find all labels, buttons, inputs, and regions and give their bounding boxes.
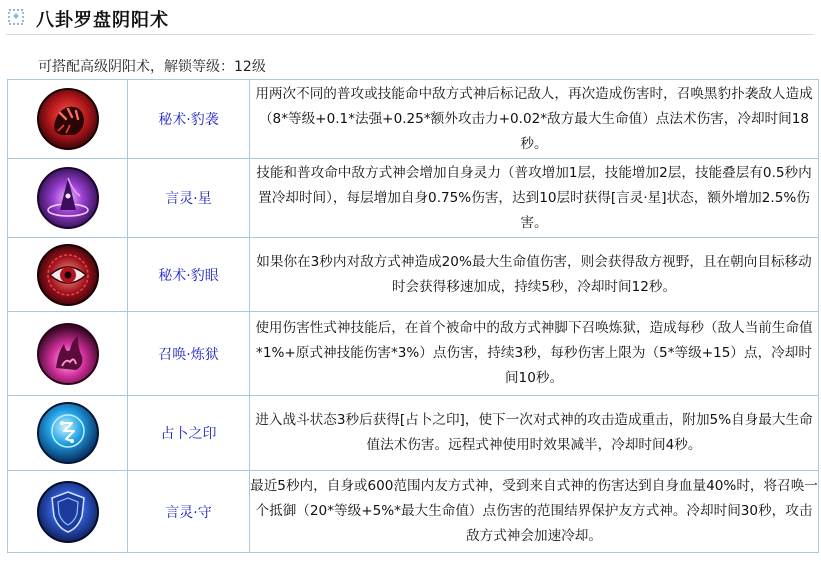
red-eye-icon: [36, 243, 100, 307]
skill-name: 秘术·豹袭: [128, 80, 250, 159]
table-row: [8, 312, 819, 396]
table-row: [8, 159, 819, 238]
skill-icon-cell: [8, 396, 128, 471]
page-header: [6, 4, 814, 35]
skill-name: 召唤·炼狱: [128, 312, 250, 396]
skill-description: 使用伤害性式神技能后，在首个被命中的敌方式神脚下召唤炼狱，造成每秒（敌人当前生命值*1%+原式神技能伤害*3%）点伤害，持续3秒，每秒伤害上限为（5*等级+15）点，冷却时间10秒。: [250, 312, 819, 396]
blue-shield-icon: [36, 480, 100, 544]
table-row: [8, 238, 819, 312]
skill-description: 如果你在3秒内对敌方式神造成20%最大生命值伤害，则会获得敌方视野，且在朝向目标移动时会获得移速加成，持续5秒，冷却时间12秒。: [250, 238, 819, 312]
blue-orb-icon: [36, 401, 100, 465]
skill-name: 秘术·豹眼: [128, 238, 250, 312]
purple-wizard-star-icon: [36, 166, 100, 230]
skill-icon-cell: [8, 312, 128, 396]
table-row: [8, 80, 819, 159]
unlock-level-text: 可搭配高级阴阳术，解锁等级：12级: [38, 59, 266, 75]
red-panther-fist-icon: [36, 87, 100, 151]
skill-description: 技能和普攻命中敌方式神会增加自身灵力（普攻增加1层，技能增加2层，技能叠层有0.5秒内置冷却时间），每层增加自身0.75%伤害，达到10层时获得[言灵·星]状态，额外增加2.5%伤害。: [250, 159, 819, 238]
table-row: [8, 396, 819, 471]
skill-icon-cell: [8, 159, 128, 238]
skill-description: 用两次不同的普攻或技能命中敌方式神后标记敌人，再次造成伤害时，召唤黑豹扑袭敌人造成（8*等级+0.1*法强+0.25*额外攻击力+0.02*敌方最大生命值）点法术伤害，冷却时间18秒。: [250, 80, 819, 159]
skill-description: 最近5秒内，自身或600范围内友方式神，受到来自式神的伤害达到自身血量40%时，将召唤一个抵御（20*等级+5%*最大生命值）点伤害的范围结界保护友方式神。冷却时间30秒，攻击敌方式神会加速冷却。: [250, 471, 819, 553]
skill-name: 占卜之印: [128, 396, 250, 471]
puzzle-piece-icon: [8, 8, 26, 26]
table-row: [8, 471, 819, 553]
page-title: 八卦罗盘阴阳术: [36, 10, 169, 31]
skill-icon-cell: [8, 238, 128, 312]
skill-description: 进入战斗状态3秒后获得[占卜之印]，使下一次对式神的攻击造成重击，附加5%自身最大生命值法术伤害。远程式神使用时效果减半，冷却时间4秒。: [250, 396, 819, 471]
skill-icon-cell: [8, 80, 128, 159]
skill-name: 言灵·守: [128, 471, 250, 553]
skill-table: [7, 79, 819, 553]
skill-name: 言灵·星: [128, 159, 250, 238]
skill-icon-cell: [8, 471, 128, 553]
pink-flame-hand-icon: [36, 322, 100, 386]
